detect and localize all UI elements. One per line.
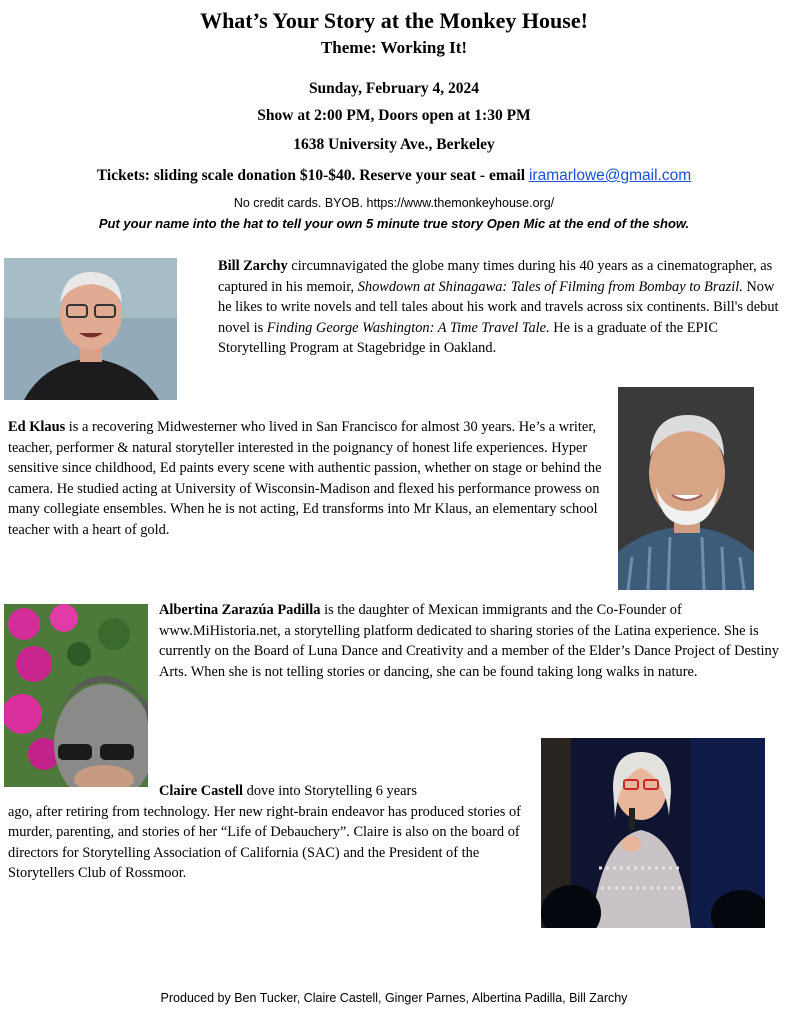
event-date: Sunday, February 4, 2024: [308, 80, 480, 97]
ed-klaus-name: Ed Klaus: [8, 419, 66, 435]
flyer-theme: Theme: Working It!: [320, 38, 468, 57]
bill-zarchy-name: Bill Zarchy: [218, 258, 288, 274]
ed-bio-text: is a recovering Midwesterner who lived in San Francisco for almost 30 years. He’s a writer, teacher, performer & natural storyteller interested in the poignancy of honest life experiences. Hyper sensitive since childhood, Ed paints every scene with authentic passion, whether on stage or behind the camera. He studied acting at University of Wisconsin-Madison and flexed his performance prowess on many collegiate ensembles. When he is not acting, Ed transforms into Mr Klaus, an elementary school teacher with a heart of gold.: [8, 419, 602, 538]
bill-zarchy-photo: [4, 258, 177, 400]
producer-credits: Produced by Ben Tucker, Claire Castell, Ginger Parnes, Albertina Padilla, Bill Zarchy: [160, 991, 628, 1005]
ed-klaus-photo: [618, 387, 754, 590]
claire-castell-photo: [541, 738, 765, 928]
ed-klaus-bio: [8, 417, 608, 541]
bill-bio-text-1: circumnavigated the globe many times during his 40 years as a cinematographer, as captured in his memoir,: [218, 258, 773, 295]
open-mic-note: Put your name into the hat to tell your own 5 minute true story Open Mic at the end of the show.: [98, 216, 690, 231]
claire-bio-line1: dove into Storytelling 6 years: [243, 783, 417, 799]
no-credit-note: No credit cards. BYOB. https://www.themonkeyhouse.org/: [233, 196, 555, 210]
bill-bio-text-2: Now he likes to write novels and tell tales about his work and travels across six continents. Bill's debut novel is: [218, 278, 779, 336]
albertina-padilla-name: Albertina Zarazúa Padilla: [159, 602, 321, 618]
claire-castell-name: Claire Castell: [159, 783, 244, 799]
bill-bio-text-3: He is a graduate of the EPIC Storytelling Program at Stagebridge in Oakland.: [218, 319, 718, 357]
tickets-text: Tickets: sliding scale donation $10-$40. Reserve your seat - email: [96, 167, 526, 184]
claire-castell-bio: [8, 781, 533, 884]
albertina-bio-text: is the daughter of Mexican immigrants and the Co-Founder of www.MiHistoria.net, a storytelling platform dedicated to sharing stories of the Latina experience. She is currently on the Board of Luna Dance and Creativity and a member of the Elder’s Dance Project of Destiny Arts. When she is not telling stories or dancing, she can be found taking long walks in nature.: [159, 602, 779, 680]
email-link[interactable]: iramarlowe@gmail.com: [528, 167, 692, 184]
bill-memoir-title: Showdown at Shinagawa: Tales of Filming from Bombay to Brazil.: [357, 278, 743, 295]
bill-novel-title: Finding George Washington: A Time Travel Tale.: [266, 319, 550, 336]
event-address: 1638 University Ave., Berkeley: [293, 136, 495, 153]
event-showtime: Show at 2:00 PM, Doors open at 1:30 PM: [257, 107, 531, 124]
tickets-line: [0, 167, 788, 185]
claire-bio-text: ago, after retiring from technology. Her new right-brain endeavor has produced stories of murder, parenting, and stories of her “Life of Debauchery”. Claire is also on the board of directors for Storytelling Association of California (SAC) and the President of the Storytellers Club of Rossmoor.: [8, 803, 521, 882]
albertina-padilla-bio: [159, 600, 779, 682]
albertina-padilla-photo: [4, 604, 148, 787]
flyer-title: What’s Your Story at the Monkey House!: [200, 8, 588, 33]
claire-bio-first-line: [8, 781, 533, 802]
bill-zarchy-bio: [218, 256, 784, 359]
